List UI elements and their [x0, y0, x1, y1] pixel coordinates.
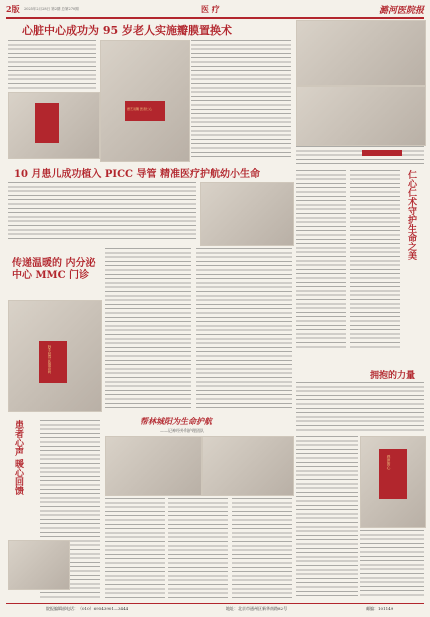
- page-header: [6, 4, 424, 16]
- article-7-title: 帮林城阳为生命护航: [140, 416, 212, 426]
- article-6-photo: [360, 436, 426, 528]
- masthead-logo: 潞河医院报: [378, 6, 424, 16]
- article-6-text-top: [296, 382, 424, 432]
- issue-date: 2025年2月28日 第2期 总第270期: [24, 7, 79, 11]
- article-6-text-left: [296, 436, 358, 596]
- page-number: 2版: [6, 4, 20, 14]
- article-4-title: 患者心声 暖心回馈: [13, 420, 23, 496]
- article-3-text-right: [196, 248, 292, 408]
- article-1-photo-right-top: [296, 20, 426, 86]
- article-2-photo: [200, 182, 294, 246]
- article-7-subtitle: ——记神经外科护理团队: [160, 428, 204, 433]
- banner-4-text: 感恩的心: [387, 455, 391, 470]
- section-name: 医 疗: [201, 4, 220, 14]
- article-1-text-right: [296, 146, 424, 166]
- article-6-title: 拥抱的力量: [370, 371, 416, 381]
- article-2-title: 10 月患儿成功植入 PICC 导管 精准医疗护航幼小生命: [14, 169, 260, 180]
- article-1-text-col1: [8, 40, 96, 90]
- article-7-photo-2: [202, 436, 294, 496]
- article-3-text-mid: [105, 248, 191, 408]
- banner-4: [379, 449, 407, 499]
- article-7-text-1: [105, 498, 165, 598]
- footer: [6, 606, 424, 616]
- banner-2-text: 德艺双馨 医者仁心: [127, 107, 152, 111]
- article-3-photo: [8, 300, 102, 412]
- article-1-photo-top: [8, 92, 100, 159]
- article-6-text-right: [360, 530, 424, 596]
- article-5-title: 仁心仁术守护生命之美: [406, 170, 416, 260]
- header-rule: [6, 17, 424, 19]
- footer-address: 地址：北京市通州区新华南路82号: [226, 606, 288, 611]
- footer-rule: [6, 603, 424, 604]
- banner-1: [35, 103, 59, 143]
- article-1-title: 心脏中心成功为 95 岁老人实施瓣膜置换术: [22, 24, 232, 37]
- article-1-text-col3: [191, 40, 291, 160]
- banner-2: [125, 101, 165, 121]
- footer-hotline: 院报编辑部电话：（010）69543901—3444: [46, 606, 129, 611]
- article-3-title: 传递温暖的 内分泌中心 MMC 门诊: [12, 258, 96, 281]
- article-5-tag: [362, 150, 402, 156]
- footer-postcode: 邮编：101149: [366, 606, 394, 611]
- article-7-photo-1: [105, 436, 202, 496]
- article-7-text-3: [232, 498, 292, 598]
- article-2-text-left: [8, 182, 196, 242]
- banner-3: [39, 341, 67, 383]
- article-1-photo-right-mid: [296, 86, 426, 146]
- article-4-photo: [8, 540, 70, 590]
- article-7-text-2: [168, 498, 228, 598]
- article-1-photo-main: [100, 40, 190, 162]
- banner-3-text: 妙手回春 医德高尚: [47, 345, 51, 374]
- article-5-text-1: [296, 170, 346, 350]
- article-5-text-2: [350, 170, 400, 350]
